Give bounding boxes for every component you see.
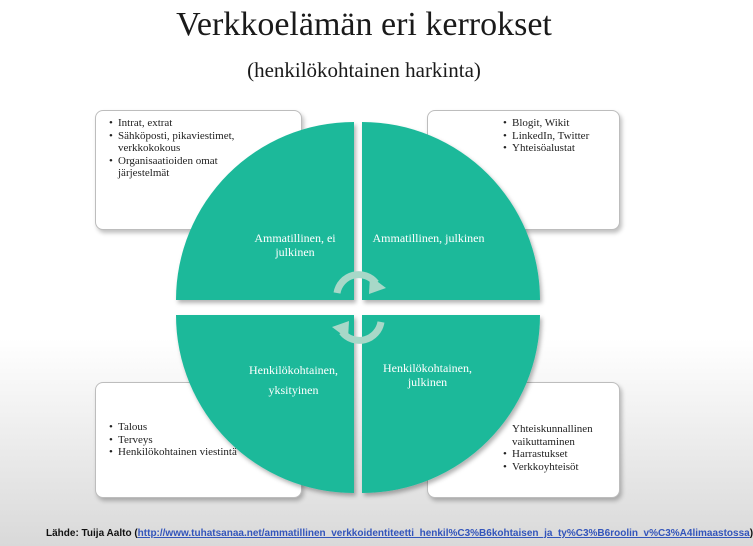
list-item: • Yhteisöalustat <box>512 142 627 155</box>
list-item: • Verkkoyhteisöt <box>512 461 630 474</box>
quadrant-label-top-right: Ammatillinen, julkinen <box>372 231 485 245</box>
list-item: • Sähköposti, pikaviestimet, verkkokokous <box>118 130 238 155</box>
list-item: • Harrastukset <box>512 448 630 461</box>
slide-title: Verkkoelämän eri kerrokset <box>176 6 552 43</box>
slide-subtitle: (henkilökohtainen harkinta) <box>247 58 481 82</box>
source-citation <box>46 528 753 539</box>
quadrant-top-left <box>176 122 354 300</box>
source-prefix: Lähde: Tuija Aalto ( <box>46 528 138 539</box>
list-item: • Organisaatioiden omat järjestelmät <box>118 155 238 180</box>
quadrant-label-bottom-right: Henkilökohtainen, julkinen <box>383 361 472 389</box>
quadrant-bottom-right <box>362 315 540 493</box>
list-item: • Intrat, extrat <box>118 117 238 130</box>
source-suffix: ) <box>749 528 753 539</box>
list-item: Yhteiskunnallinen vaikuttaminen <box>512 423 593 448</box>
quadrant-top-right <box>362 122 540 300</box>
list-item: • Terveys <box>118 434 238 447</box>
quadrant-bottom-left <box>176 315 354 493</box>
list-item: • Henkilökohtainen viestintä <box>118 446 238 459</box>
list-item: • Blogit, Wikit <box>512 117 627 130</box>
list-item: • LinkedIn, Twitter <box>512 130 627 143</box>
quadrant-label-bottom-left: Henkilökohtainen, yksityinen <box>249 363 338 397</box>
quadrant-label-top-left: Ammatillinen, ei julkinen <box>254 231 336 259</box>
list-item: • Talous <box>118 421 238 434</box>
cycle-arrows-icon <box>332 275 386 341</box>
source-link[interactable]: http://www.tuhatsanaa.net/ammatillinen_verkkoidentiteetti_henkil%C3%B6kohtaisen_ja_ty%C3%B6roolin_v%C3%A4limaastossa <box>137 528 750 539</box>
